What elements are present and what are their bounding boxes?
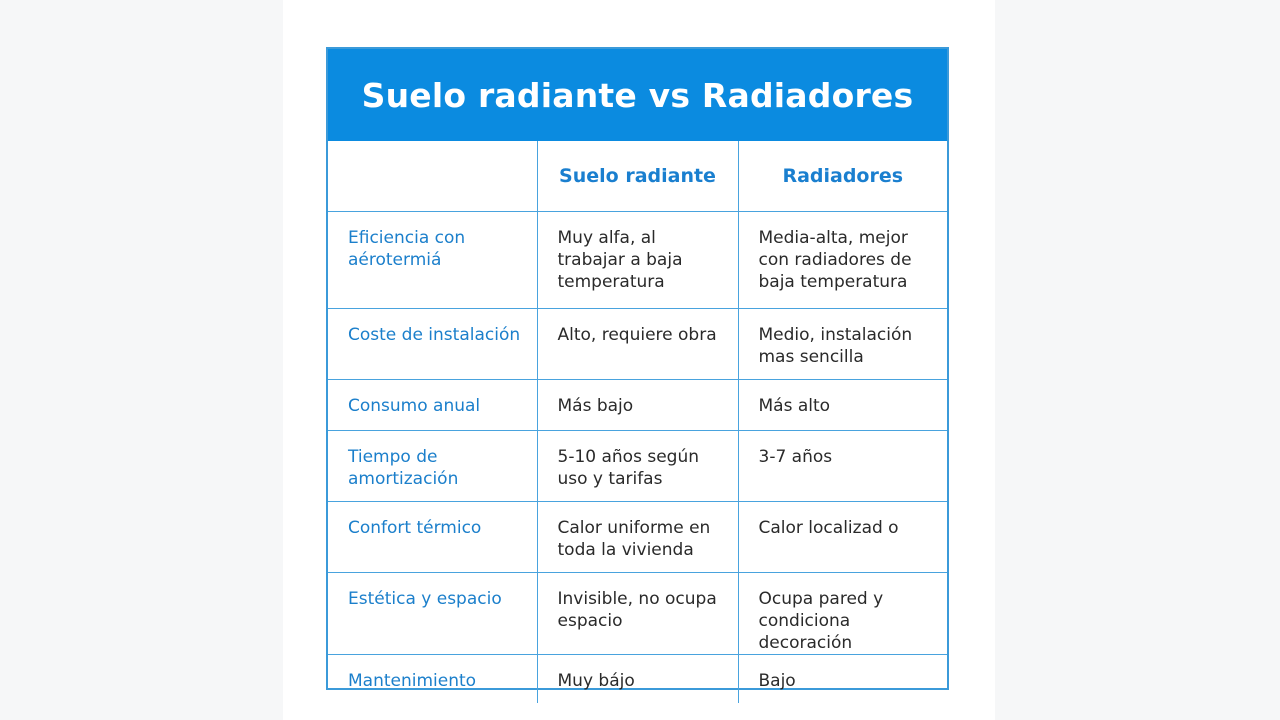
row-label: Coste de instalación: [328, 308, 537, 379]
cell-suelo-radiante: Invisible, no ocupa espacio: [537, 572, 738, 654]
cell-radiadores: Media-alta, mejor con radiadores de baja temperatura: [738, 211, 947, 308]
column-header-row: [328, 141, 947, 211]
cell-suelo-radiante: Muy alfa, al trabajar a baja temperatura: [537, 211, 738, 308]
column-header-suelo-radiante: Suelo radiante: [537, 141, 738, 211]
cell-suelo-radiante: 5-10 años según uso y tarifas: [537, 430, 738, 501]
row-label: Mantenimiento: [328, 654, 537, 703]
cell-suelo-radiante: Más bajo: [537, 379, 738, 430]
cell-radiadores: Medio, instalación mas sencilla: [738, 308, 947, 379]
row-label: Tiempo de amortización: [328, 430, 537, 501]
table-row: [328, 211, 947, 308]
cell-suelo-radiante: Alto, requiere obra: [537, 308, 738, 379]
table-row: [328, 308, 947, 379]
table-row: [328, 572, 947, 654]
cell-radiadores: 3-7 años: [738, 430, 947, 501]
table-title: Suelo radiante vs Radiadores: [361, 75, 914, 115]
cell-radiadores: Bajo: [738, 654, 947, 703]
row-label: Estética y espacio: [328, 572, 537, 654]
cell-suelo-radiante: Calor uniforme en toda la vivienda: [537, 501, 738, 572]
comparison-table-card: [326, 47, 949, 690]
comparison-table: [328, 141, 947, 703]
table-row: [328, 654, 947, 703]
table-row: [328, 430, 947, 501]
cell-radiadores: Ocupa pared y condiciona decoración: [738, 572, 947, 654]
table-row: [328, 379, 947, 430]
column-header-radiadores: Radiadores: [738, 141, 947, 211]
row-label: Consumo anual: [328, 379, 537, 430]
cell-radiadores: Calor localizad o: [738, 501, 947, 572]
cell-radiadores: Más alto: [738, 379, 947, 430]
table-row: [328, 501, 947, 572]
row-label: Confort térmico: [328, 501, 537, 572]
cell-suelo-radiante: Muy bájo: [537, 654, 738, 703]
table-header-banner: [328, 49, 947, 141]
row-label: Eficiencia con aérotermiá: [328, 211, 537, 308]
column-header-empty: [328, 141, 537, 211]
